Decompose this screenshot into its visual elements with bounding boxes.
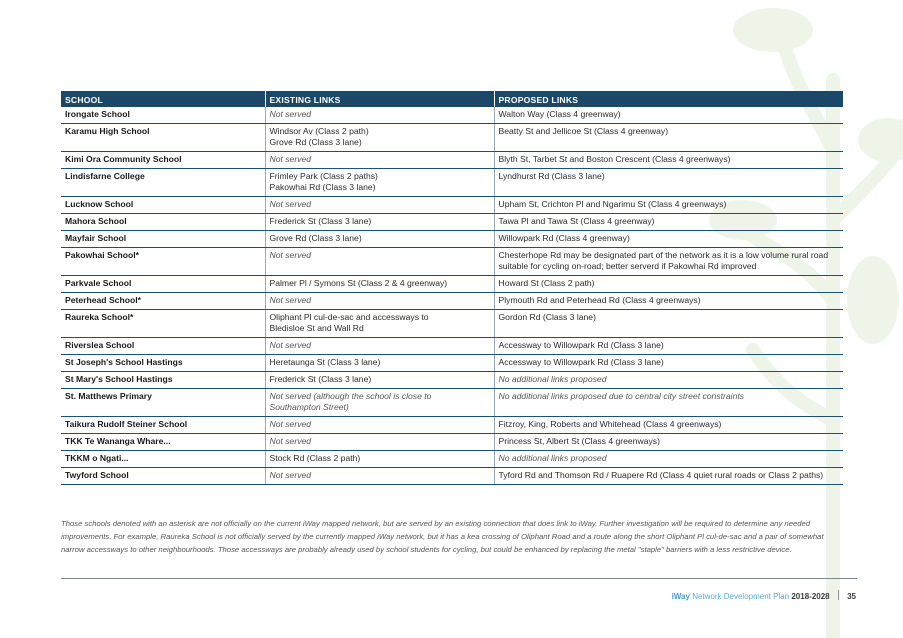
proposed-links-cell-text: Princess St, Albert St (Class 4 greenways) [498, 436, 660, 446]
footer-divider [61, 578, 857, 579]
existing-links-cell-text: Heretaunga St (Class 3 lane) [269, 357, 381, 367]
school-cell [61, 451, 265, 468]
table-row [61, 197, 843, 214]
school-cell [61, 276, 265, 293]
proposed-links-cell-text: Howard St (Class 2 path) [498, 278, 595, 288]
existing-links-cell-text: Not served [269, 199, 312, 209]
proposed-links-cell [494, 231, 843, 248]
school-cell [61, 372, 265, 389]
existing-links-cell [265, 451, 494, 468]
existing-links-cell [265, 434, 494, 451]
proposed-links-cell [494, 124, 843, 152]
table-row [61, 468, 843, 485]
existing-links-cell-text: Grove Rd (Class 3 lane) [269, 233, 362, 243]
existing-links-cell-text: Stock Rd (Class 2 path) [269, 453, 361, 463]
school-cell [61, 468, 265, 485]
proposed-links-cell [494, 197, 843, 214]
school-cell [61, 124, 265, 152]
school-cell-text: Mayfair School [65, 233, 127, 243]
existing-links-cell [265, 417, 494, 434]
school-cell-text: Lucknow School [65, 199, 134, 209]
existing-links-cell [265, 372, 494, 389]
proposed-links-cell-text: Walton Way (Class 4 greenway) [498, 109, 621, 119]
proposed-links-cell [494, 417, 843, 434]
page-footer [672, 590, 856, 601]
existing-links-cell-text: Not served [269, 154, 312, 164]
existing-links-cell-text: Windsor Av (Class 2 path) Grove Rd (Class 3 lane) [269, 126, 369, 147]
proposed-links-cell-text: No additional links proposed due to central city street constraints [498, 391, 745, 401]
header-school: SCHOOL [61, 91, 265, 107]
school-cell [61, 355, 265, 372]
proposed-links-cell-text: Tawa Pl and Tawa St (Class 4 greenway) [498, 216, 655, 226]
school-cell [61, 389, 265, 417]
proposed-links-cell-text: Tyford Rd and Thomson Rd / Ruapere Rd (Class 4 quiet rural roads or Class 2 paths) [498, 470, 824, 480]
proposed-links-cell [494, 468, 843, 485]
school-cell [61, 417, 265, 434]
proposed-links-cell [494, 389, 843, 417]
table-row [61, 107, 843, 124]
school-cell-text: Riverslea School [65, 340, 135, 350]
table-row [61, 434, 843, 451]
school-cell-text: Karamu High School [65, 126, 150, 136]
existing-links-cell [265, 214, 494, 231]
proposed-links-cell [494, 169, 843, 197]
table-row [61, 152, 843, 169]
school-cell [61, 214, 265, 231]
existing-links-cell [265, 338, 494, 355]
proposed-links-cell-text: Fitzroy, King, Roberts and Whitehead (Class 4 greenways) [498, 419, 722, 429]
proposed-links-cell-text: Blyth St, Tarbet St and Boston Crescent (Class 4 greenways) [498, 154, 731, 164]
proposed-links-cell-text: No additional links proposed [498, 374, 607, 384]
school-cell-text: Taikura Rudolf Steiner School [65, 419, 188, 429]
proposed-links-cell-text: Gordon Rd (Class 3 lane) [498, 312, 596, 322]
school-cell-text: Irongate School [65, 109, 130, 119]
table-row [61, 293, 843, 310]
table-row [61, 231, 843, 248]
table-row [61, 124, 843, 152]
table-row [61, 451, 843, 468]
table-row [61, 389, 843, 417]
school-cell [61, 293, 265, 310]
proposed-links-cell [494, 310, 843, 338]
existing-links-cell-text: Frederick St (Class 3 lane) [269, 216, 372, 226]
proposed-links-cell [494, 434, 843, 451]
school-cell-text: TKK Te Wananga Whare... [65, 436, 171, 446]
proposed-links-cell [494, 214, 843, 231]
footer-plan-name: Network Development Plan [692, 592, 790, 601]
school-cell [61, 107, 265, 124]
school-cell-text: Raureka School* [65, 312, 134, 322]
existing-links-cell [265, 124, 494, 152]
existing-links-cell [265, 276, 494, 293]
school-cell [61, 197, 265, 214]
existing-links-cell-text: Oliphant Pl cul-de-sac and accessways to Bledisloe St and Wall Rd [269, 312, 429, 333]
proposed-links-cell [494, 276, 843, 293]
school-cell [61, 152, 265, 169]
existing-links-cell [265, 355, 494, 372]
table-row [61, 169, 843, 197]
existing-links-cell-text: Not served (although the school is close to Southampton Street) [269, 391, 432, 412]
existing-links-cell-text: Not served [269, 419, 312, 429]
school-cell-text: St Mary's School Hastings [65, 374, 173, 384]
school-cell [61, 169, 265, 197]
proposed-links-cell [494, 152, 843, 169]
existing-links-cell-text: Not served [269, 109, 312, 119]
existing-links-cell [265, 107, 494, 124]
proposed-links-cell-text: Accessway to Willowpark Rd (Class 3 lane) [498, 357, 664, 367]
existing-links-cell [265, 152, 494, 169]
existing-links-cell [265, 231, 494, 248]
table-row [61, 417, 843, 434]
school-cell-text: Mahora School [65, 216, 127, 226]
school-cell [61, 310, 265, 338]
footer-brand: iWay [671, 592, 690, 601]
existing-links-cell-text: Palmer Pl / Symons St (Class 2 & 4 greenway) [269, 278, 448, 288]
school-cell-text: Lindisfarne College [65, 171, 145, 181]
school-cell [61, 248, 265, 276]
existing-links-cell [265, 197, 494, 214]
table-row [61, 310, 843, 338]
proposed-links-cell-text: Lyndhurst Rd (Class 3 lane) [498, 171, 605, 181]
school-links-table [61, 91, 843, 485]
proposed-links-cell [494, 248, 843, 276]
school-cell [61, 434, 265, 451]
table-row [61, 276, 843, 293]
proposed-links-cell-text: Beatty St and Jellicoe St (Class 4 greenway) [498, 126, 669, 136]
existing-links-cell-text: Frederick St (Class 3 lane) [269, 374, 372, 384]
existing-links-cell-text: Not served [269, 340, 312, 350]
proposed-links-cell [494, 355, 843, 372]
school-cell-text: St Joseph's School Hastings [65, 357, 183, 367]
school-cell-text: Kimi Ora Community School [65, 154, 182, 164]
school-cell-text: Peterhead School* [65, 295, 141, 305]
school-cell-text: TKKM o Ngati... [65, 453, 129, 463]
proposed-links-cell [494, 293, 843, 310]
table-row [61, 248, 843, 276]
proposed-links-cell-text: Accessway to Willowpark Rd (Class 3 lane) [498, 340, 664, 350]
table-row [61, 338, 843, 355]
proposed-links-cell [494, 451, 843, 468]
page-number: 35 [847, 592, 856, 601]
existing-links-cell [265, 169, 494, 197]
proposed-links-cell-text: Chesterhope Rd may be designated part of the network as it is a low volume rural road suitable for cycling on-road; better serverd if Pakowhai Rd improved [498, 250, 829, 271]
proposed-links-cell-text: No additional links proposed [498, 453, 607, 463]
proposed-links-cell-text: Upham St, Crichton Pl and Ngarimu St (Class 4 greenways) [498, 199, 727, 209]
header-proposed-links: PROPOSED LINKS [494, 91, 843, 107]
table-row [61, 372, 843, 389]
existing-links-cell-text: Not served [269, 436, 312, 446]
footer-years: 2018-2028 [791, 592, 830, 601]
existing-links-cell-text: Frimley Park (Class 2 paths) Pakowhai Rd (Class 3 lane) [269, 171, 378, 192]
school-cell [61, 231, 265, 248]
header-existing-links: EXISTING LINKS [265, 91, 494, 107]
school-cell [61, 338, 265, 355]
school-cell-text: Parkvale School [65, 278, 132, 288]
proposed-links-cell-text: Willowpark Rd (Class 4 greenway) [498, 233, 630, 243]
table-row [61, 355, 843, 372]
existing-links-cell [265, 248, 494, 276]
school-cell-text: Pakowhai School* [65, 250, 140, 260]
school-cell-text: Twyford School [65, 470, 129, 480]
existing-links-cell-text: Not served [269, 470, 312, 480]
existing-links-cell [265, 468, 494, 485]
existing-links-cell [265, 389, 494, 417]
table-header-row [61, 91, 843, 107]
existing-links-cell-text: Not served [269, 295, 312, 305]
school-cell-text: St. Matthews Primary [65, 391, 152, 401]
proposed-links-cell [494, 338, 843, 355]
proposed-links-cell [494, 107, 843, 124]
existing-links-cell [265, 310, 494, 338]
footer-separator [838, 590, 839, 600]
proposed-links-cell-text: Plymouth Rd and Peterhead Rd (Class 4 greenways) [498, 295, 701, 305]
existing-links-cell-text: Not served [269, 250, 312, 260]
footnote: Those schools denoted with an asterisk are not officially on the current iWay mapped network, but are served by an existing connection that does link to iWay. Further investigation will be required to determine any needed improvements. For example, Raureka School is not officially served by the currently mapped iWay network, but it has a kea crossing of Oliphant Road and a route along the short Oliphant Pl cul-de-sac and a pair of somewhat narrow accessways to other neighbourhoods. Those accessways are probably already used by school students for cycling, but could be enhanced by replacing the metal "staple" barriers with a less restrictive device. [61, 519, 824, 554]
proposed-links-cell [494, 372, 843, 389]
existing-links-cell [265, 293, 494, 310]
table-row [61, 214, 843, 231]
